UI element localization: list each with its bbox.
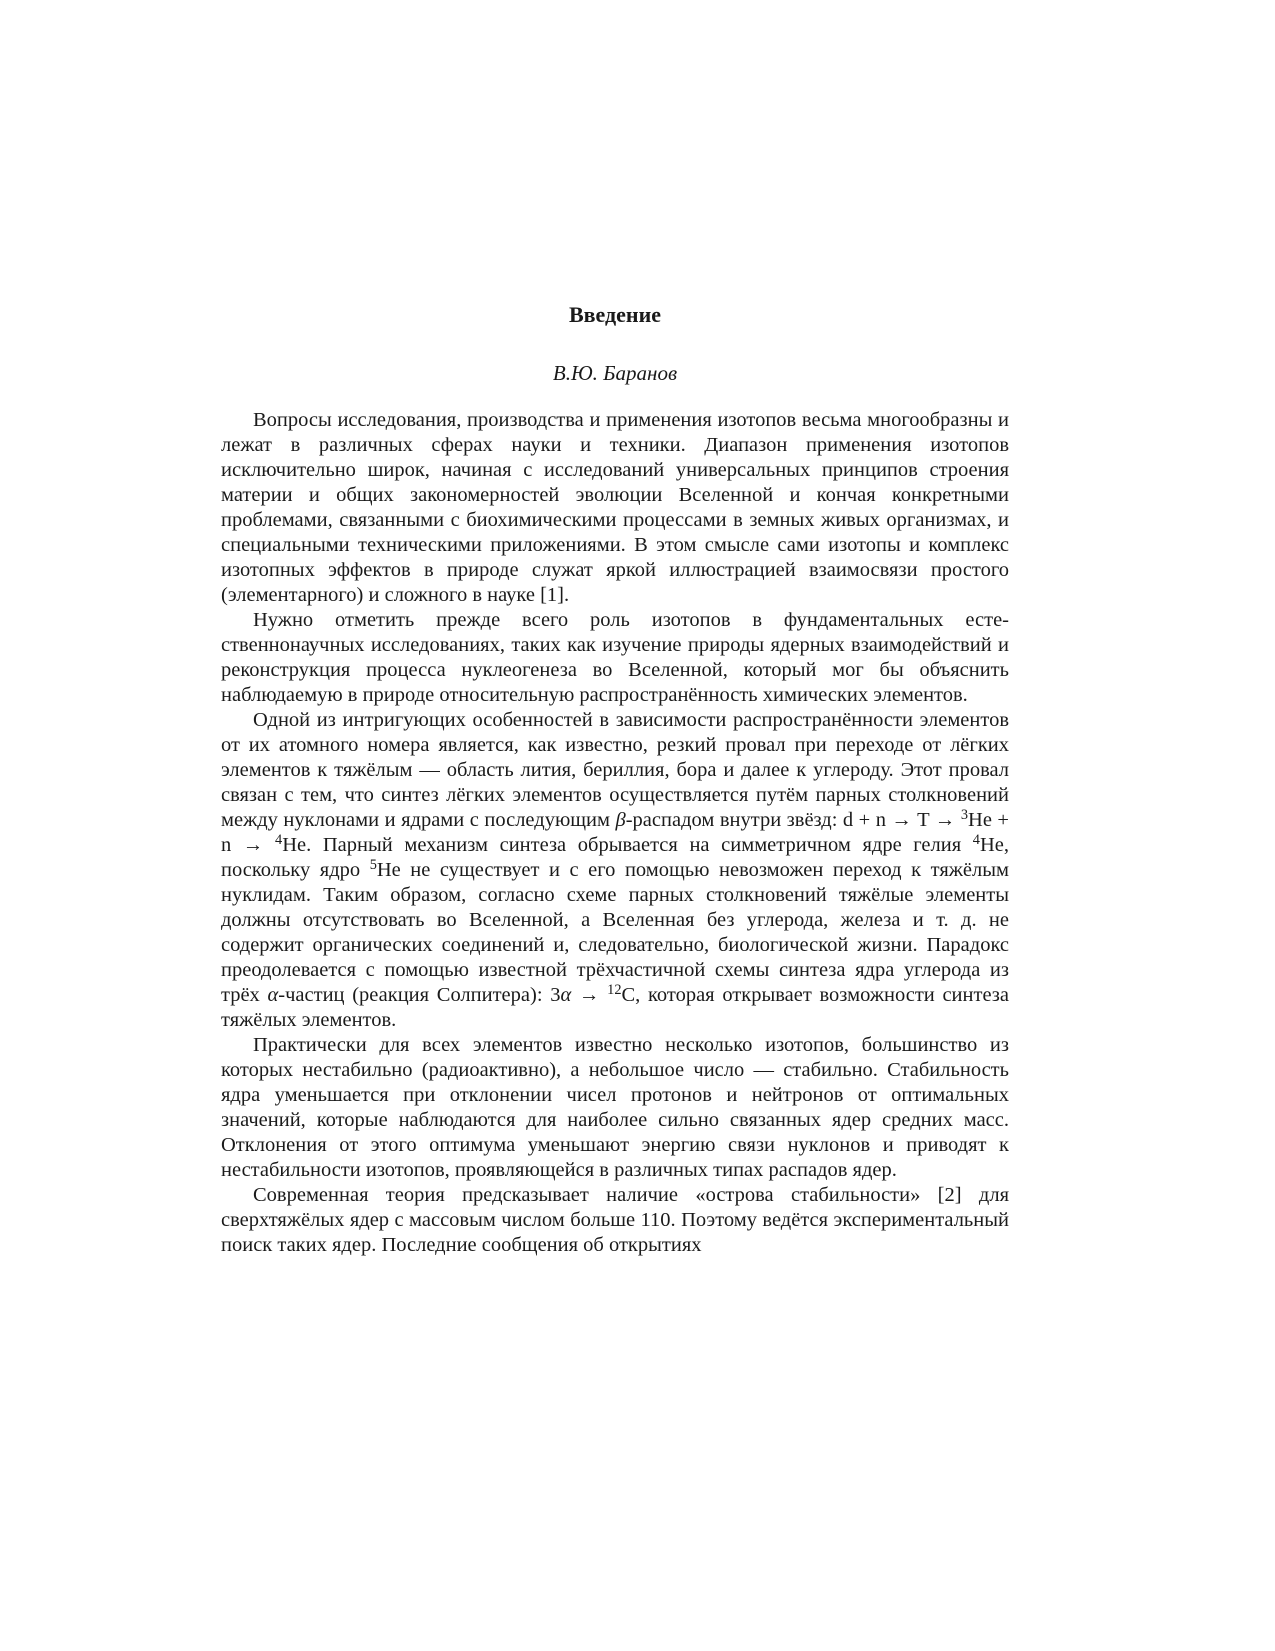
paragraph	[221, 608, 1009, 708]
text-run: He не существует и с его помощью невозможен переход к тяжёлым нуклидам. Таким образом, согласно схеме парных столкновений тяжёлые элементы должны отсутствовать во Вселенной, а Вселенная без углерода, железа и т. д. не содержит органических соединений и, следовательно, биологической жизни. Парадокс преодолевается с помощью известной трёхчастичной схемы синтеза ядра углерода из трёх	[221, 859, 1009, 1006]
page-title: Введение	[568, 302, 662, 327]
text-run: Одной из интригующих особенностей в зависимости распространённости элементов от их атомного номера является, как известно, резкий провал при переходе от лёгких элементов к тяжёлым — область лития, бериллия, бора и далее к углероду. Этот провал связан с тем, что синтез лёгких элементов осуществляется путём парных столкновений между нуклонами и ядрами с последующим	[221, 709, 1009, 831]
text-run: He. Парный механизм синтеза обрывается на симметричном ядре гелия	[282, 834, 973, 856]
text-run: He + n →	[221, 809, 1009, 856]
text-run: He, поскольку ядро	[221, 834, 1009, 881]
text-run: Вопросы исследования, производства и применения изотопов весьма многообразны и лежат в различных сферах науки и техники. Диапазон применения изотопов исключительно широк, начиная с исследований универсальных принципов строения материи и общих закономерностей эволюции Вселенной и кончая конкретными проблемами, связанными с биохимическими процессами в земных живых организмах, и специальными техническими приложениями. В этом смысле сами изотопы и комплекс изотопных эффектов в природе служат яркой иллюстрацией взаимосвязи простого (элементарного) и сложного в науке [1].	[221, 409, 1009, 606]
document-body	[221, 408, 1009, 1258]
superscript: 4	[972, 831, 980, 848]
math-symbol: β	[615, 809, 626, 831]
text-run: -распадом внутри звёзд: d + n → T →	[625, 809, 961, 831]
paragraph	[221, 1033, 1009, 1183]
paragraph	[221, 708, 1009, 1033]
text-run: -частиц (реакция Солпитера): 3	[278, 984, 561, 1006]
superscript: 3	[960, 806, 969, 823]
superscript: 12	[607, 981, 622, 998]
superscript: 5	[369, 856, 377, 873]
text-run: C, которая открывает возможности синтеза тяжёлых элементов.	[221, 984, 1009, 1031]
superscript: 4	[275, 831, 283, 848]
math-symbol: α	[267, 984, 279, 1006]
paragraph	[221, 408, 1009, 608]
text-run: →	[571, 984, 608, 1006]
author-name: В.Ю. Баранов	[552, 361, 678, 385]
text-run: Современная теория предсказывает наличие «острова стабильности» [2] для сверхтяжёлых ядер с массовым числом больше 110. Поэтому ведётся экспериментальный поиск таких ядер. Последние сообщения об открытиях	[221, 1184, 1009, 1256]
math-symbol: α	[560, 984, 572, 1006]
document-page	[221, 300, 1009, 1258]
paragraph	[221, 1183, 1009, 1258]
text-run: Практически для всех элементов известно несколько изотопов, большинство из которых нестабильно (радиоактивно), а небольшое число — стабильно. Стабильность ядра уменьшается при отклонении чисел протонов и нейтронов от оптимальных значений, которые наблюдаются для наиболее сильно связанных ядер средних масс. Отклонения от этого оптимума уменьшают энергию связи нуклонов и приводят к нестабильности изотопов, проявляющейся в различных типах распадов ядер.	[221, 1034, 1009, 1181]
text-run: Нужно отметить прежде всего роль изотопов в фундаментальных естественнонаучных исследованиях, таких как изучение природы ядерных взаимодействий и реконструкция процесса нуклеогенеза во Вселенной, который мог бы объяснить наблюдаемую в природе относительную распространённость химических элементов.	[221, 609, 1009, 706]
